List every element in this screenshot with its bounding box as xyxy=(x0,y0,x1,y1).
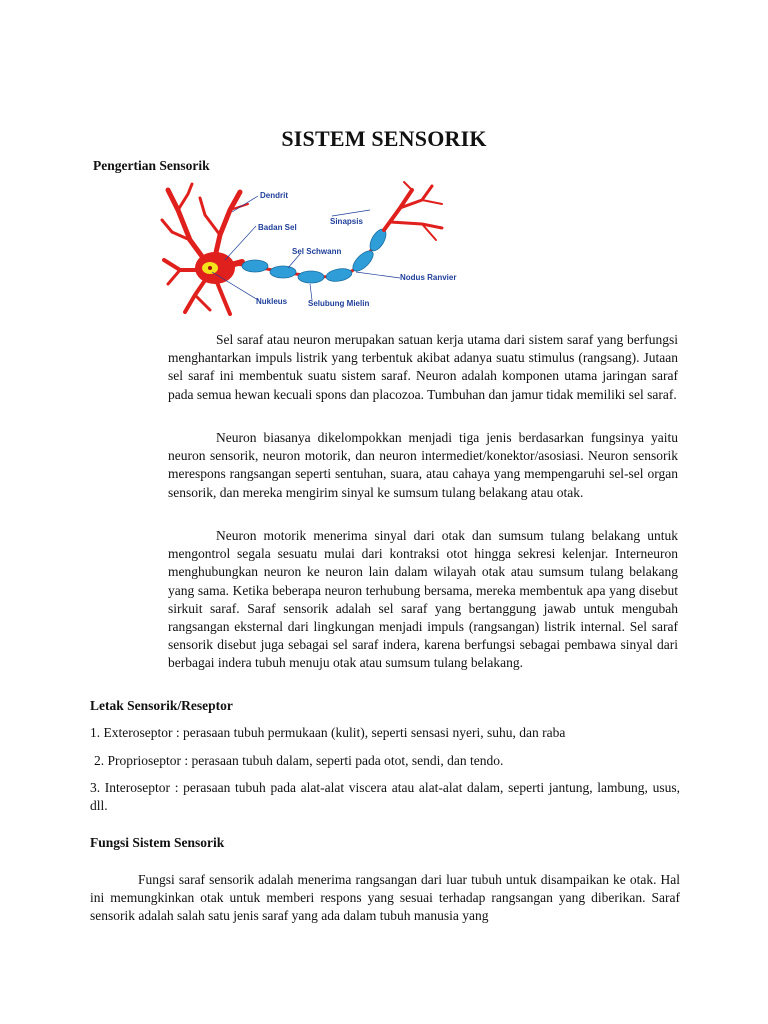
paragraph-sel-saraf: Sel saraf atau neuron merupakan satuan kerja utama dari sistem saraf yang berfungsi menghantarkan impuls listrik yang terbentuk akibat adanya suatu stimulus (rangsang). Jutaan sel saraf ini membentuk suatu sistem saraf. Neuron adalah komponen utama jaringan saraf pada semua hewan kecuali spons dan placozoa. Tumbuhan dan jamur tidak memiliki sel saraf. xyxy=(168,332,678,402)
label-nodus-ranvier: Nodus Ranvier xyxy=(400,273,457,282)
neuron-diagram xyxy=(160,180,457,316)
section-heading-pengertian: Pengertian Sensorik xyxy=(93,158,210,173)
paragraph-fungsi: Fungsi saraf sensorik adalah menerima rangsangan dari luar tubuh untuk disampaikan ke otak. Hal ini memungkinkan otak untuk memberi respons yang sesuai terhadap rangsangan yang diberikan. Saraf sensorik adalah salah satu jenis saraf yang ada dalam tubuh manusia yang xyxy=(90,872,680,924)
paragraph-neuron-jenis: Neuron biasanya dikelompokkan menjadi tiga jenis berdasarkan fungsinya yaitu neuron sensorik, neuron motorik, dan neuron intermediet/konektor/asosiasi. Neuron sensorik merespons rangsangan seperti sentuhan, suara, atau cahaya yang mempengaruhi sel-sel organ sensorik, dan mereka mengirim sinyal ke sumsum tulang belakang atau otak. xyxy=(168,430,678,500)
paragraph-neuron-motorik: Neuron motorik menerima sinyal dari otak dan sumsum tulang belakang untuk mengontrol segala sesuatu mulai dari kontraksi otot hingga sekresi kelenjar. Interneuron menghubungkan neuron ke neuron lain dalam wilayah otak atau sumsum tulang belakang yang sama. Ketika beberapa neuron terhubung bersama, mereka membentuk apa yang disebut sirkuit saraf. Saraf sensorik adalah sel saraf yang bertanggung jawab untuk mengubah rangsangan eksternal dari lingkungan menjadi impuls (rangsangan) listrik internal. Sel saraf sensorik disebut juga sebagai sel saraf indera, karena berfungsi sebagai pembawa sinyal dari berbagai indera tubuh menuju otak atau sumsum tulang belakang. xyxy=(168,528,678,671)
section-heading-letak: Letak Sensorik/Reseptor xyxy=(90,698,233,713)
list-item-proprioseptor: 2. Proprioseptor : perasaan tubuh dalam, seperti pada otot, sendi, dan tendo. xyxy=(94,753,504,768)
label-badan-sel: Badan Sel xyxy=(258,223,297,232)
label-sel-schwann: Sel Schwann xyxy=(292,247,342,256)
label-nukleus: Nukleus xyxy=(256,297,288,306)
label-selubung-mielin: Selubung Mielin xyxy=(308,299,370,308)
list-item-interoseptor: 3. Interoseptor : perasaan tubuh pada alat-alat viscera atau alat-alat dalam, seperti jantung, lambung, usus, dll. xyxy=(90,780,680,814)
page-title: SISTEM SENSORIK xyxy=(281,126,487,151)
axon-terminal xyxy=(384,182,442,240)
label-sinapsis: Sinapsis xyxy=(330,217,363,226)
section-heading-fungsi: Fungsi Sistem Sensorik xyxy=(90,835,225,850)
list-item-exteroseptor: 1. Exteroseptor : perasaan tubuh permukaan (kulit), seperti sensasi nyeri, suhu, dan raba xyxy=(90,725,566,740)
label-dendrit: Dendrit xyxy=(260,191,288,200)
